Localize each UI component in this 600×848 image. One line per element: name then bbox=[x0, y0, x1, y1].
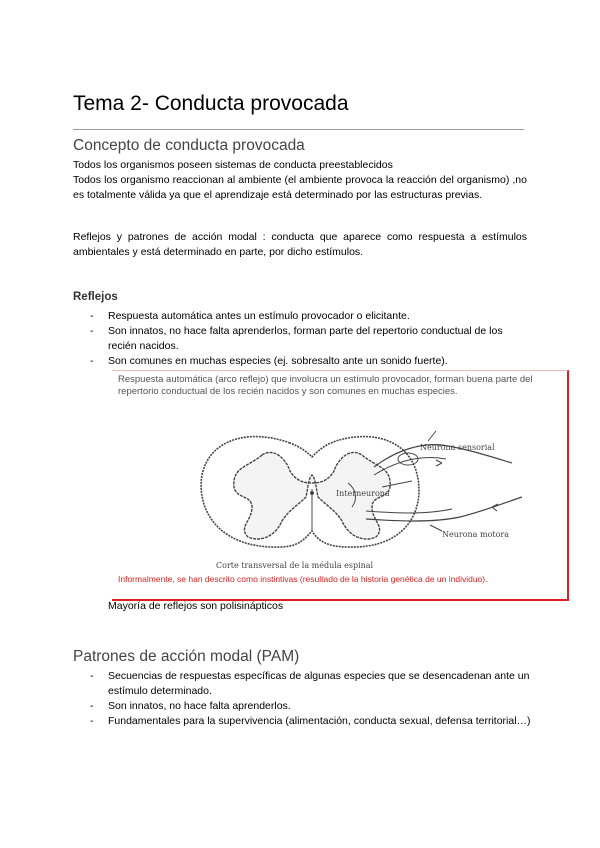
page-title: Tema 2- Conducta provocada bbox=[73, 92, 349, 115]
heading-divider bbox=[73, 129, 524, 130]
label-interneurona: Interneurona bbox=[336, 489, 390, 498]
label-neurona-sensorial: Neurona sensorial bbox=[420, 443, 495, 452]
list-item: - Fundamentales para la supervivencia (alimentación, conducta sexual, defensa territorial…) bbox=[73, 714, 533, 729]
list-item: - Secuencias de respuestas específicas de algunas especies que se desencadenan ante un estímulo determinado. bbox=[73, 669, 533, 699]
paragraph-organismos: Todos los organismos poseen sistemas de conducta preestablecidos bbox=[73, 159, 393, 171]
list-item: - Son innatos, no hace falta aprenderlos. bbox=[73, 699, 533, 714]
reflex-arc-figure bbox=[112, 370, 569, 601]
diagram-labels bbox=[112, 371, 564, 571]
figure-note: Informalmente, se han descrito como instintivas (resultado de la historia genética de un individuo). bbox=[118, 574, 488, 584]
paragraph-reaccionan: Todos los organismo reaccionan al ambiente (el ambiente provoca la reacción del organismo) ,no es totalmente válida ya que el aprendizaje está determinado por las estructuras previas. bbox=[73, 174, 527, 201]
section-heading-reflejos: Reflejos bbox=[73, 291, 118, 303]
section-heading-pam: Patrones de acción modal (PAM) bbox=[73, 648, 300, 665]
list-item: - Respuesta automática antes un estímulo provocador o elicitante. bbox=[73, 309, 533, 324]
label-neurona-motora: Neurona motora bbox=[442, 530, 510, 539]
section-heading-concepto: Concepto de conducta provocada bbox=[73, 137, 305, 154]
figure-description: Respuesta automática (arco reflejo) que involucra un estímulo provocador, forman buena parte del repertorio conductual de los recién nacidos y son comunes en muchas especies. bbox=[118, 374, 533, 397]
label-corte-transversal: Corte transversal de la médula espinal bbox=[216, 561, 374, 570]
reflejos-list bbox=[73, 309, 533, 369]
figure-caption: Mayoría de reflejos son polisinápticos bbox=[108, 600, 284, 612]
paragraph-reflejos-patrones: Reflejos y patrones de acción modal : conducta que aparece como respuesta a estímulos ambientales y está determinado en parte, por dicho estímulos. bbox=[73, 231, 527, 258]
pam-list bbox=[73, 669, 533, 729]
list-item: - Son comunes en muchas especies (ej. sobresalto ante un sonido fuerte). bbox=[73, 354, 533, 369]
list-item: - Son innatos, no hace falta aprenderlos, forman parte del repertorio conductual de los recién nacidos. bbox=[73, 324, 533, 354]
